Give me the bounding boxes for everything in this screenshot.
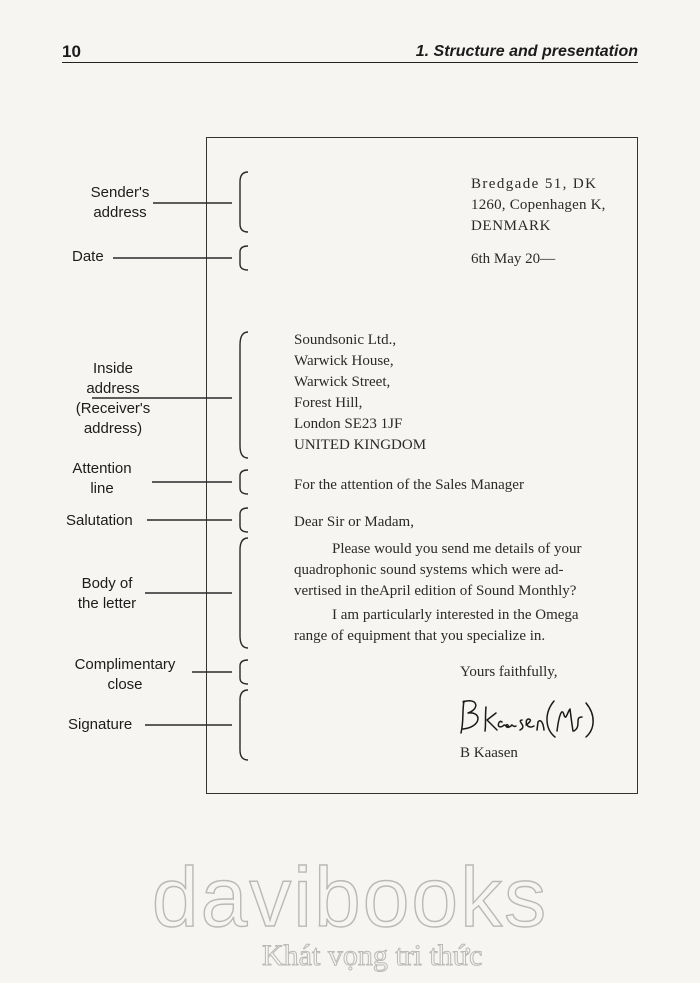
complimentary-close: Yours faithfully, (460, 664, 558, 680)
signature-graphic (458, 693, 598, 741)
bracket-attention (240, 470, 248, 494)
attention-line: For the attention of the Sales Manager (294, 477, 524, 493)
label-attention-line: Attention line (72, 460, 132, 497)
chapter-title: 1. Structure and presentation (415, 43, 638, 60)
body-paragraph-1: Please would you send me details of your quadrophonic sound systems which were ad- vertised in theApril edition of Sound Monthly? (294, 541, 582, 599)
bracket-body (240, 538, 248, 648)
signer-name: B Kaasen (460, 745, 518, 761)
bracket-salutation (240, 508, 248, 532)
bracket-sender (240, 172, 248, 232)
letter-date: 6th May 20— (471, 251, 556, 267)
salutation: Dear Sir or Madam, (294, 514, 414, 530)
label-body: Body of the letter (77, 575, 137, 612)
bracket-inside (240, 332, 248, 458)
label-date: Date (72, 248, 104, 265)
label-complimentary-close: Complimentary close (74, 656, 176, 693)
watermark-logo: davibooks (151, 850, 549, 944)
label-senders-address: Sender's address (90, 184, 150, 221)
sender-address: Bredgade 51, DK 1260, Copenhagen K, DENMARK (471, 176, 606, 234)
inside-address: Soundsonic Ltd., Warwick House, Warwick Street, Forest Hill, London SE23 1JF UNITED KINGDOM (294, 332, 427, 453)
label-signature: Signature (68, 716, 133, 733)
label-salutation: Salutation (66, 512, 133, 529)
page-number: 10 (62, 42, 81, 61)
bracket-date (240, 246, 248, 270)
body-paragraph-2: I am particularly interested in the Omega range of equipment that you specialize in. (294, 607, 579, 644)
label-inside-address: Inside address (Receiver's address) (75, 360, 151, 437)
watermark-tagline: Khát vọng tri thức (262, 939, 483, 972)
bracket-close (240, 660, 248, 684)
bracket-signature (240, 690, 248, 760)
